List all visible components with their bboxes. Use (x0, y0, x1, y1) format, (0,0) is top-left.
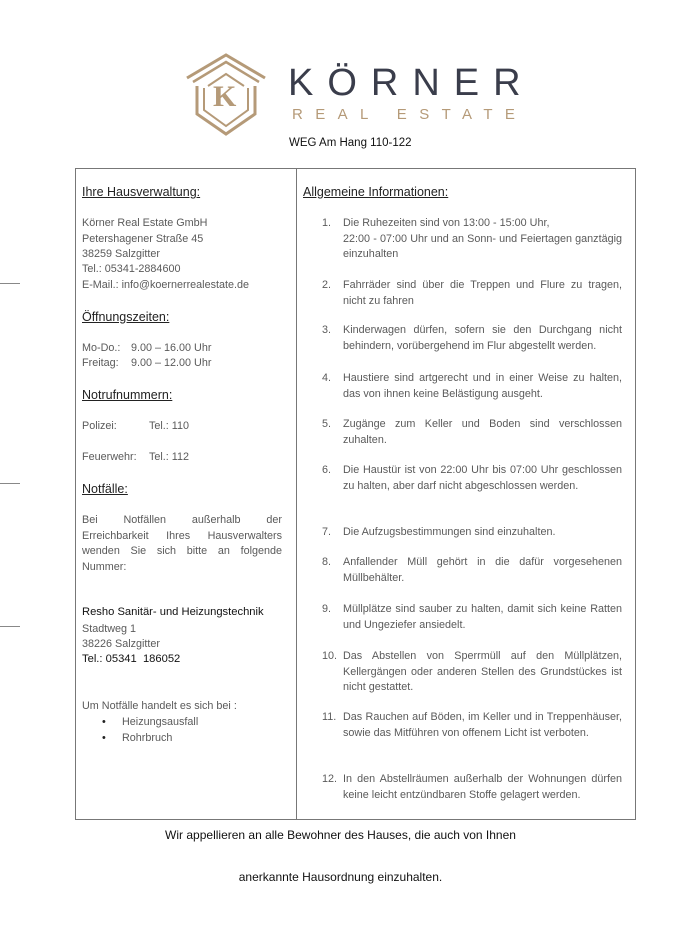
rule-number: 6. (322, 464, 332, 476)
contractor-name: Resho Sanitär- und Heizungstechnik (82, 606, 264, 618)
rule-text: Müllplätze sind sauber zu halten, damit sich keine Ratten und Ungeziefer ansiedelt. (343, 603, 622, 631)
fire-label: Feuerwehr: (82, 451, 137, 463)
rule-text: Die Aufzugsbestimmungen sind einzuhalten. (343, 526, 556, 538)
rule-text: Haustiere sind artgerecht und in einer Weise zu halten, das von ihnen keine Belästigung ausgeht. (343, 372, 622, 400)
hours-heading: Öffnungszeiten: (82, 310, 170, 324)
margin-mark (0, 483, 20, 484)
management-line: Körner Real Estate GmbH (82, 217, 208, 229)
management-line: Petershagener Straße 45 (82, 233, 204, 245)
rule-text: Die Ruhezeiten sind von 13:00 - 15:00 Uhr, (343, 217, 550, 229)
emergencies-text: Bei Notfällen außerhalb der Erreichbarkeit Ihres Hausverwalters wenden Sie sich bitte an folgende Nummer: (82, 514, 282, 573)
fire-tel: Tel.: 112 (149, 451, 190, 463)
brand-tagline: REAL ESTATE (292, 106, 528, 123)
cases-intro: Um Notfälle handelt es sich bei : (82, 700, 237, 712)
hours-day: Mo-Do.: (82, 342, 121, 354)
emergencies-heading: Notfälle: (82, 482, 128, 496)
emergency-numbers-heading: Notrufnummern: (82, 388, 173, 402)
police-label: Polizei: (82, 420, 117, 432)
margin-mark (0, 626, 20, 627)
rule-number: 11. (322, 711, 337, 723)
hours-time: 9.00 – 16.00 Uhr (131, 342, 212, 354)
contractor-tel: Tel.: 05341 186052 (82, 653, 181, 665)
footer-appeal-line2: anerkannte Hausordnung einzuhalten. (238, 870, 443, 884)
rule-number: 1. (322, 217, 332, 229)
general-info-heading: Allgemeine Informationen: (303, 185, 449, 199)
rule-number: 7. (322, 526, 332, 538)
hours-time: 9.00 – 12.00 Uhr (131, 357, 212, 369)
case-item: Heizungsausfall (122, 716, 199, 728)
rule-number: 10. (322, 650, 338, 662)
rule-text: Das Abstellen von Sperrmüll auf den Müllplätzen, Kellergängen oder anderen Stellen des Grundstückes ist nicht gestattet. (343, 650, 622, 693)
rule-text: Das Rauchen auf Böden, im Keller und in Treppenhäuser, sowie das Mitführen von offenem Licht ist verboten. (343, 711, 622, 739)
case-bullet: • (102, 732, 106, 744)
contractor-city: 38226 Salzgitter (82, 638, 161, 650)
case-bullet: • (102, 716, 106, 728)
rule-text: In den Abstellräumen außerhalb der Wohnungen dürfen keine leicht entzündbaren Stoffe gelagert werden. (343, 773, 622, 801)
rule-number: 8. (322, 556, 332, 568)
management-line: 38259 Salzgitter (82, 248, 161, 260)
rule-text: Anfallender Müll gehört in die dafür vorgesehenen Müllbehälter. (343, 556, 622, 584)
logo-letter: K (213, 80, 237, 113)
management-phone: Tel.: 05341-2884600 (82, 263, 181, 275)
case-item: Rohrbruch (122, 732, 173, 744)
column-divider (296, 168, 297, 820)
hours-day: Freitag: (82, 357, 119, 369)
management-email[interactable]: E-Mail.: info@koernerrealestate.de (82, 279, 249, 291)
rule-number: 4. (322, 372, 332, 384)
footer-appeal-line1: Wir appellieren an alle Bewohner des Hauses, die auch von Ihnen (165, 828, 516, 842)
logo (185, 52, 267, 138)
margin-mark (0, 283, 20, 284)
police-tel: Tel.: 110 (149, 420, 190, 432)
rule-text: Die Haustür ist von 22:00 Uhr bis 07:00 Uhr geschlossen zu halten, aber darf nicht abgeschlossen werden. (343, 464, 622, 492)
property-title: WEG Am Hang 110-122 (289, 137, 412, 149)
rule-number: 12. (322, 773, 338, 785)
rule-text: Zugänge zum Keller und Boden sind verschlossen zuhalten. (343, 418, 622, 446)
rule-number: 9. (322, 603, 332, 615)
rule-text: Fahrräder sind über die Treppen und Flure zu tragen, nicht zu fahren (343, 279, 622, 307)
rule-number: 3. (322, 324, 332, 336)
brand-name: KÖRNER (288, 62, 535, 104)
rule-text: Kinderwagen dürfen, sofern sie den Durchgang nicht behindern, vorübergehend im Flur abgestellt werden. (343, 324, 622, 352)
management-heading: Ihre Hausverwaltung: (82, 185, 201, 199)
rule-number: 5. (322, 418, 332, 430)
contractor-street: Stadtweg 1 (82, 623, 137, 635)
rule-number: 2. (322, 279, 332, 291)
rule-text-continued: 22:00 - 07:00 Uhr und an Sonn- und Feiertagen ganztägig einzuhalten (343, 232, 622, 260)
